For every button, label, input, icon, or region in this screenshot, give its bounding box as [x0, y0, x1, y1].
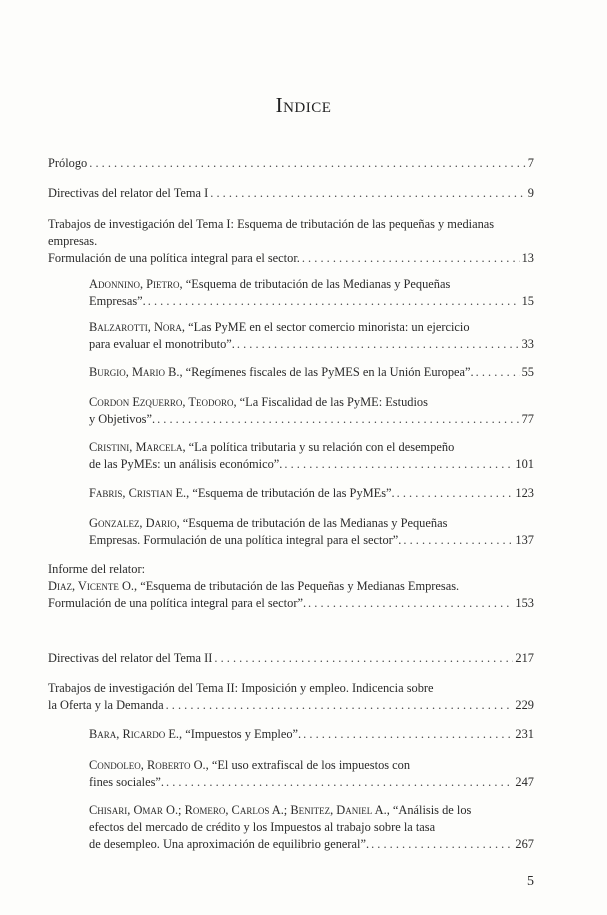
- toc-entry-condoleo[interactable]: [89, 757, 534, 791]
- entry-page: 77: [521, 412, 534, 426]
- entry-page: 9: [527, 186, 534, 200]
- entry-title-line: , “Regímenes fiscales de las PyMES en la Unión Europea”.: [179, 365, 474, 379]
- entry-title-line: , “Esquema de tributación de las PyMEs”.: [186, 486, 395, 500]
- page-title: Indice: [275, 93, 332, 117]
- entry-author: Gonzalez, Dario: [89, 516, 177, 530]
- entry-title-line: , “Análisis de los: [386, 803, 472, 817]
- dot-leader: [89, 155, 526, 172]
- toc-entry-burgio[interactable]: [89, 364, 534, 381]
- toc-entry-fabris[interactable]: [89, 485, 534, 502]
- dot-leader: [166, 774, 513, 791]
- entry-title-line: , “Esquema de tributación de las Medianas y Pequeñas: [179, 277, 451, 291]
- dot-leader: [476, 364, 520, 381]
- dot-leader: [237, 336, 520, 353]
- entry-author: Diaz, Vicente O.: [48, 579, 134, 593]
- toc-entry-directivas-tema-2[interactable]: [48, 650, 534, 667]
- entry-page: 7: [527, 156, 534, 170]
- entry-page: 15: [521, 294, 534, 308]
- entry-page: 217: [515, 651, 534, 665]
- entry-title-line: fines sociales”.: [89, 775, 165, 789]
- toc-entry-gonzalez[interactable]: [89, 515, 534, 549]
- entry-author: Cristini, Marcela: [89, 440, 183, 454]
- dot-leader: [214, 650, 513, 667]
- entry-page: 123: [515, 486, 534, 500]
- entry-title-line: Formulación de una política integral para el sector”.: [48, 596, 307, 610]
- entry-page: 101: [515, 457, 534, 471]
- toc-entry-cristini[interactable]: [89, 439, 534, 473]
- dot-leader: [302, 250, 520, 267]
- entry-title-line: Trabajos de investigación del Tema I: Esquema de tributación de las pequeñas y medianas: [48, 217, 495, 231]
- dot-leader: [308, 595, 513, 612]
- entry-page: 55: [521, 365, 534, 379]
- entry-page: 13: [521, 251, 534, 265]
- page-number: 5: [527, 874, 534, 889]
- dot-leader: [210, 185, 526, 202]
- entry-title-line: de las PyMEs: un análisis económico”.: [89, 457, 283, 471]
- entry-label: Informe del relator:: [48, 562, 146, 576]
- entry-title-line: efectos del mercado de crédito y los Impuestos al trabajo sobre la tasa: [89, 820, 436, 834]
- entry-page: 33: [521, 337, 534, 351]
- dot-leader: [371, 836, 513, 853]
- entry-title: Directivas del relator del Tema I: [48, 186, 209, 200]
- entry-title: Prólogo: [48, 156, 88, 170]
- entry-title-line: , “La Fiscalidad de las PyME: Estudios: [233, 395, 428, 409]
- toc-entry-trabajos-tema-1[interactable]: [48, 216, 534, 267]
- entry-author: Condoleo, Roberto O.: [89, 758, 206, 772]
- entry-author: Burgio, Mario B.: [89, 365, 180, 379]
- entry-author: Adonnino, Pietro: [89, 277, 180, 291]
- entry-title-line: Formulación de una política integral para el sector.: [48, 251, 300, 265]
- entry-page: 229: [515, 698, 534, 712]
- entry-title-line: , “El uso extrafiscal de los impuestos con: [205, 758, 411, 772]
- entry-page: 247: [515, 775, 534, 789]
- entry-title-line: , “Las PyME en el sector comercio minorista: un ejercicio: [181, 320, 470, 334]
- entry-page: 153: [515, 596, 534, 610]
- entry-author: Cordon Ezquerro, Teodoro: [89, 395, 234, 409]
- dot-leader: [157, 411, 520, 428]
- entry-page: 137: [515, 533, 534, 547]
- entry-page: 267: [515, 837, 534, 851]
- entry-title: Directivas del relator del Tema II: [48, 651, 213, 665]
- entry-author: Bara, Ricardo E.: [89, 727, 179, 741]
- toc-entry-bara[interactable]: [89, 726, 534, 743]
- dot-leader: [148, 293, 520, 310]
- entry-author: Chisari, Omar O.; Romero, Carlos A.; Benitez, Daniel A.: [89, 803, 387, 817]
- entry-title-line: Empresas. Formulación de una política integral para el sector”.: [89, 533, 402, 547]
- entry-title-line: y Objetivos”.: [89, 412, 156, 426]
- toc-entry-cordon[interactable]: [89, 394, 534, 428]
- toc-entry-informe-relator[interactable]: [48, 561, 534, 612]
- dot-leader: [284, 456, 513, 473]
- toc-entry-prologo[interactable]: [48, 155, 534, 172]
- entry-title-line: , “Esquema de tributación de las Pequeñas y Medianas Empresas.: [134, 579, 460, 593]
- entry-title-line: , “Impuestos y Empleo”.: [179, 727, 302, 741]
- entry-title-line: la Oferta y la Demanda: [48, 698, 164, 712]
- entry-title-line: Trabajos de investigación del Tema II: Imposición y empleo. Indicencia sobre: [48, 681, 434, 695]
- toc-entry-chisari[interactable]: [89, 802, 534, 853]
- entry-page: 231: [515, 727, 534, 741]
- dot-leader: [403, 532, 513, 549]
- entry-title-line: , “Esquema de tributación de las Medianas y Pequeñas: [176, 516, 448, 530]
- entry-title-line: , “La política tributaria y su relación con el desempeño: [182, 440, 455, 454]
- toc-entry-balzarotti[interactable]: [89, 319, 534, 353]
- toc-entry-trabajos-tema-2[interactable]: [48, 680, 534, 714]
- entry-title-line: de desempleo. Una aproximación de equilibrio general”.: [89, 837, 370, 851]
- toc-entry-adonnino[interactable]: [89, 276, 534, 310]
- dot-leader: [166, 697, 514, 714]
- dot-leader: [303, 726, 513, 743]
- dot-leader: [397, 485, 514, 502]
- entry-title-line: para evaluar el monotributo”.: [89, 337, 235, 351]
- entry-title-line: Empresas”.: [89, 294, 146, 308]
- toc-entry-directivas-tema-1[interactable]: [48, 185, 534, 202]
- entry-author: Fabris, Cristian E.: [89, 486, 187, 500]
- entry-author: Balzarotti, Nora: [89, 320, 182, 334]
- entry-title-line: empresas.: [48, 234, 98, 248]
